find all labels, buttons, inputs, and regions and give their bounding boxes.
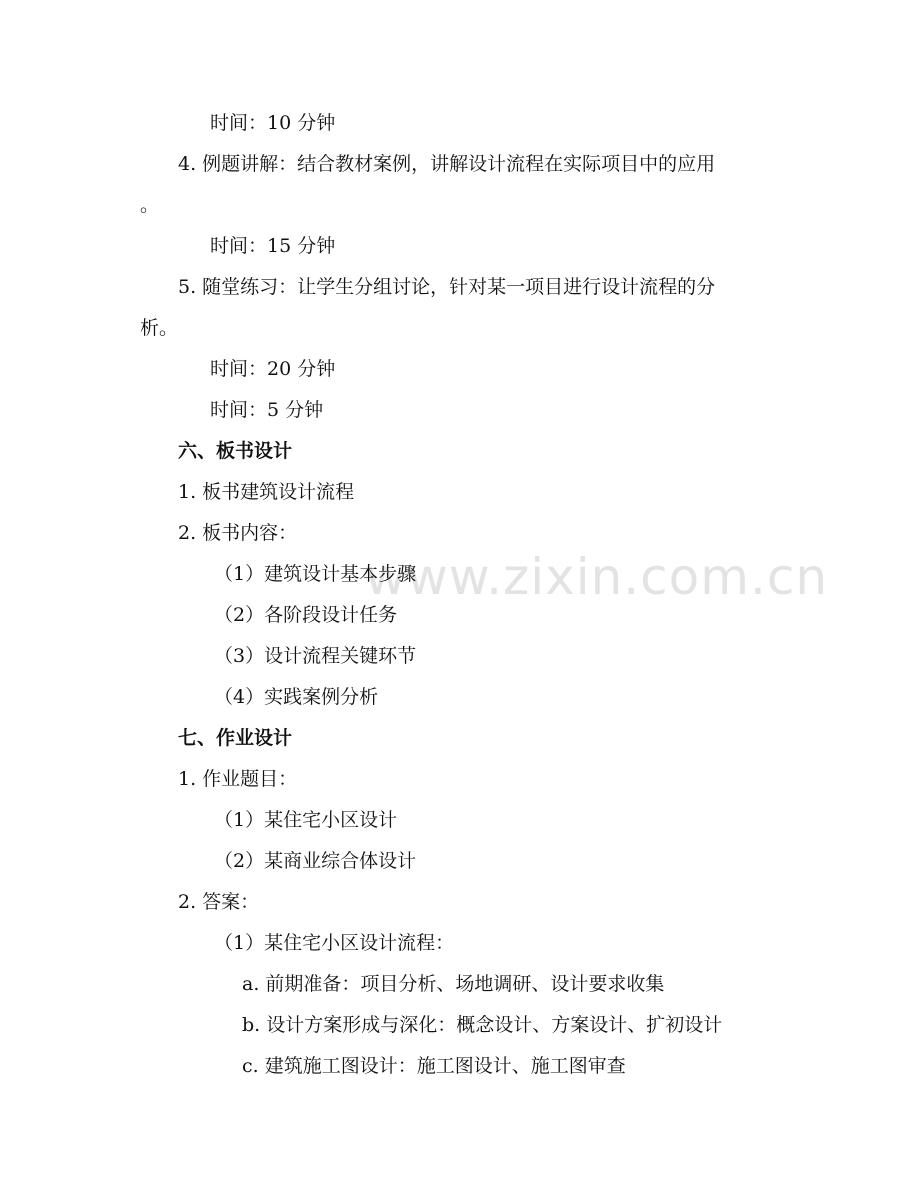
list-item: 1. 板书建筑设计流程 bbox=[178, 481, 355, 503]
list-item: 2. 板书内容： bbox=[178, 522, 298, 544]
sub-list-item: （3）设计流程关键环节 bbox=[214, 645, 417, 667]
watermark-text: www.zixin.com.cn bbox=[365, 548, 829, 606]
section-heading: 六、板书设计 bbox=[178, 440, 293, 462]
list-item-continuation: 。 bbox=[140, 194, 160, 216]
sub-list-item: （4）实践案例分析 bbox=[214, 686, 379, 708]
section-heading: 七、作业设计 bbox=[178, 727, 293, 749]
time-line: 时间：10 分钟 bbox=[210, 112, 336, 134]
time-line: 时间：5 分钟 bbox=[210, 399, 324, 421]
time-line: 时间：20 分钟 bbox=[210, 358, 336, 380]
sub-list-item: （1）某住宅小区设计 bbox=[214, 809, 398, 831]
list-item: 5. 随堂练习：让学生分组讨论，针对某一项目进行设计流程的分 bbox=[178, 276, 716, 298]
sub-list-item: （1）建筑设计基本步骤 bbox=[214, 563, 417, 585]
sub-sub-list-item: a. 前期准备：项目分析、场地调研、设计要求收集 bbox=[242, 973, 665, 995]
sub-list-item: （1）某住宅小区设计流程： bbox=[214, 932, 455, 954]
list-item: 2. 答案： bbox=[178, 891, 260, 913]
sub-list-item: （2）某商业综合体设计 bbox=[214, 850, 417, 872]
sub-list-item: （2）各阶段设计任务 bbox=[214, 604, 398, 626]
list-item: 1. 作业题目： bbox=[178, 768, 298, 790]
sub-sub-list-item: b. 设计方案形成与深化：概念设计、方案设计、扩初设计 bbox=[242, 1014, 723, 1036]
time-line: 时间：15 分钟 bbox=[210, 235, 336, 257]
list-item-continuation: 析。 bbox=[140, 317, 179, 339]
list-item: 4. 例题讲解：结合教材案例，讲解设计流程在实际项目中的应用 bbox=[178, 153, 716, 175]
sub-sub-list-item: c. 建筑施工图设计：施工图设计、施工图审查 bbox=[242, 1055, 626, 1077]
